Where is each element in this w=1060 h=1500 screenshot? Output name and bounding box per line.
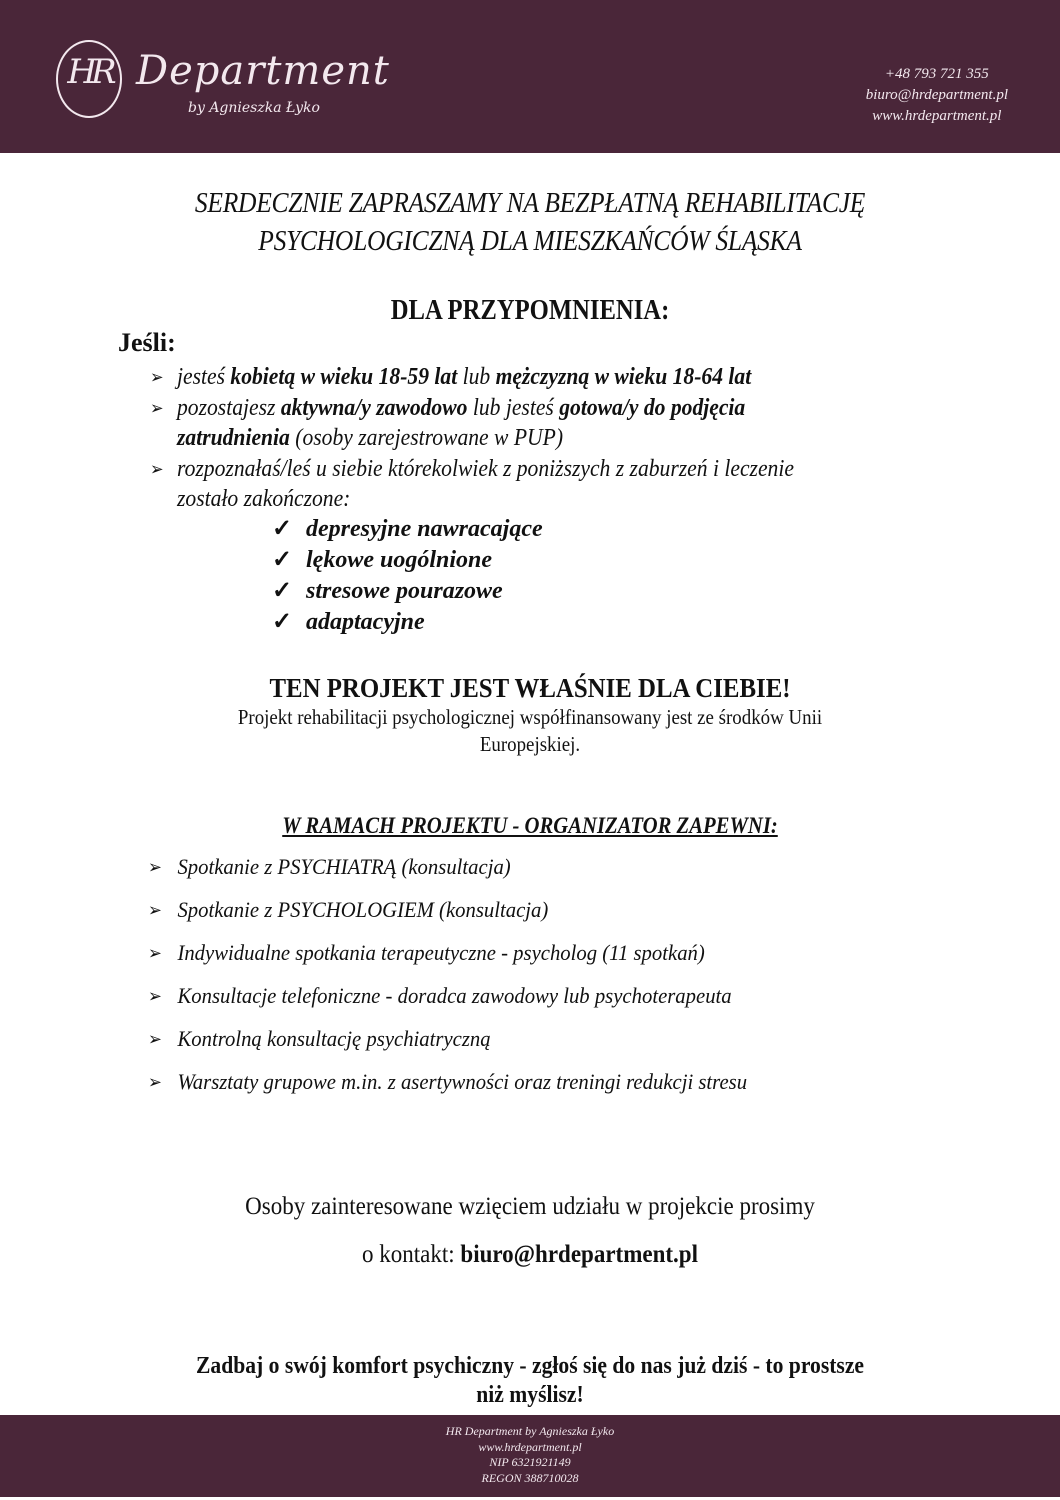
offer-item: ➢ Spotkanie z PSYCHIATRĄ (konsultacja) xyxy=(148,852,847,895)
footer-regon: REGON 388710028 xyxy=(481,1470,579,1485)
contact-invite: Osoby zainteresowane wzięciem udziału w projekcie prosimy xyxy=(245,1193,815,1220)
offer-item: ➢ Konsultacje telefoniczne - doradca zawodowy lub psychoterapeuta xyxy=(148,981,847,1024)
footer-company: HR Department by Agnieszka Łyko xyxy=(445,1424,615,1438)
logo-byline: by Agnieszka Łyko xyxy=(188,100,320,116)
contact-line: o kontakt: biuro@hrdepartment.pl xyxy=(362,1241,698,1268)
arrow-bullet-icon: ➢ xyxy=(148,1029,162,1049)
footer-website-link[interactable]: www.hrdepartment.pl xyxy=(478,1439,582,1454)
header-phone: +48 793 721 355 xyxy=(884,66,989,82)
arrow-bullet-icon: ➢ xyxy=(148,943,162,963)
disorder-item: ✓ adaptacyjne xyxy=(272,607,543,638)
arrow-bullet-icon: ➢ xyxy=(148,900,162,920)
header-contact xyxy=(866,64,1008,127)
title-line-2: PSYCHOLOGICZNĄ DLA MIESZKAŃCÓW ŚLĄSKA xyxy=(258,225,802,257)
criteria-item: ➢ rozpoznałaś/leś u siebie którekolwiek z poniższych z zaburzeń i leczenie zostało zakończone: xyxy=(150,455,794,512)
arrow-bullet-icon: ➢ xyxy=(148,857,162,877)
reminder-intro: Jeśli: xyxy=(118,328,176,357)
disorder-item: ✓ lękowe uogólnione xyxy=(272,545,543,576)
header-website-link[interactable]: www.hrdepartment.pl xyxy=(872,108,1002,124)
offer-list xyxy=(148,852,908,1110)
check-icon: ✓ xyxy=(272,547,293,573)
check-icon: ✓ xyxy=(272,516,293,542)
arrow-bullet-icon: ➢ xyxy=(150,458,164,479)
criteria-item: ➢ pozostajesz aktywna/y zawodowo lub jesteś gotowa/y do podjęcia zatrudnienia (osoby zarejestrowane w PUP) xyxy=(150,394,746,451)
check-icon: ✓ xyxy=(272,609,293,635)
closing-message: Zadbaj o swój komfort psychiczny - zgłoś się do nas już dziś - to prostsze niż myślisz! xyxy=(196,1353,864,1408)
footer-band xyxy=(0,1415,1060,1497)
header-band xyxy=(0,0,1060,153)
company-logo xyxy=(56,38,390,128)
footer-nip: NIP 6321921149 xyxy=(489,1455,571,1469)
project-heading: TEN PROJEKT JEST WŁAŚNIE DLA CIEBIE! xyxy=(269,673,791,703)
disorder-item: ✓ depresyjne nawracające xyxy=(272,514,543,545)
check-icon: ✓ xyxy=(272,578,293,604)
offer-item: ➢ Warsztaty grupowe m.in. z asertywności oraz treningi redukcji stresu xyxy=(148,1067,847,1110)
arrow-bullet-icon: ➢ xyxy=(148,1072,162,1092)
organizer-heading: W RAMACH PROJEKTU - ORGANIZATOR ZAPEWNI: xyxy=(282,813,778,838)
criteria-list xyxy=(150,362,950,515)
funding-note: Projekt rehabilitacji psychologicznej współfinansowany jest ze środków Unii Europejskiej. xyxy=(237,705,823,756)
logo-monogram: HR xyxy=(67,52,111,92)
arrow-bullet-icon: ➢ xyxy=(150,367,164,387)
header-email-link[interactable]: biuro@hrdepartment.pl xyxy=(865,87,1008,103)
contact-email-link[interactable]: biuro@hrdepartment.pl xyxy=(460,1241,698,1268)
title-line-1: SERDECZNIE ZAPRASZAMY NA BEZPŁATNĄ REHABILITACJĘ xyxy=(194,187,866,219)
disorder-list xyxy=(272,514,543,638)
arrow-bullet-icon: ➢ xyxy=(148,986,162,1006)
arrow-bullet-icon: ➢ xyxy=(150,397,164,418)
offer-item: ➢ Kontrolną konsultację psychiatryczną xyxy=(148,1024,847,1067)
page-title xyxy=(64,184,997,260)
criteria-item: ➢ jesteś kobietą w wieku 18-59 lat lub mężczyzną w wieku 18-64 lat xyxy=(150,362,915,393)
logo-wordmark: Department xyxy=(136,48,390,94)
footer-info xyxy=(0,1424,1060,1486)
offer-item: ➢ Spotkanie z PSYCHOLOGIEM (konsultacja) xyxy=(148,895,847,938)
offer-item: ➢ Indywidualne spotkania terapeutyczne - psycholog (11 spotkań) xyxy=(148,938,847,981)
reminder-heading: DLA PRZYPOMNIENIA: xyxy=(390,295,670,326)
disorder-item: ✓ stresowe pourazowe xyxy=(272,576,543,607)
